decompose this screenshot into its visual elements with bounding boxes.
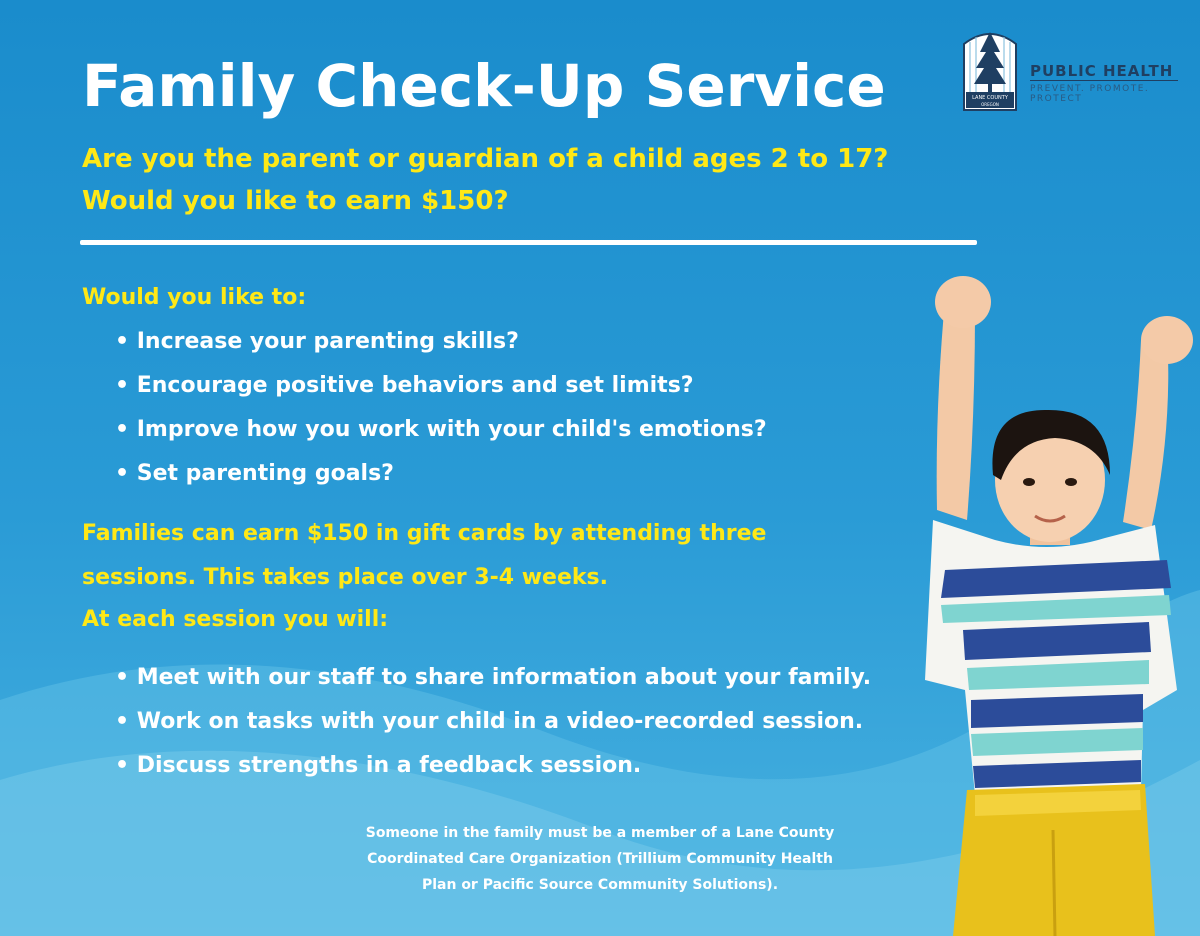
subtitle-line-2: Would you like to earn $150?	[82, 186, 509, 216]
list-item: • Meet with our staff to share information about your family.	[115, 656, 871, 700]
svg-text:OREGON: OREGON	[981, 102, 999, 107]
eligibility-line-1: Someone in the family must be a member of a Lane County	[365, 825, 835, 841]
list-item: • Increase your parenting skills?	[115, 320, 767, 364]
lane-county-public-health-logo	[960, 22, 1190, 122]
eligibility-note	[300, 820, 900, 898]
list-item: • Set parenting goals?	[115, 452, 767, 496]
divider	[80, 240, 977, 245]
logo-tagline: PREVENT. PROMOTE. PROTECT	[1030, 84, 1150, 104]
subtitle-line-1: Are you the parent or guardian of a child ages 2 to 17?	[82, 144, 889, 174]
list-item: • Improve how you work with your child's emotions?	[115, 408, 767, 452]
tree-seal-icon	[960, 22, 1020, 114]
session-list	[115, 656, 871, 788]
earn-line-1: Families can earn $150 in gift cards by attending three	[82, 521, 767, 546]
list-item: • Work on tasks with your child in a video-recorded session.	[115, 700, 871, 744]
earn-line-3: At each session you will:	[82, 607, 389, 632]
child-photo	[905, 270, 1200, 936]
logo-name: PUBLIC HEALTH	[1030, 62, 1174, 80]
svg-text:LANE COUNTY: LANE COUNTY	[972, 95, 1008, 101]
list-item: • Discuss strengths in a feedback session.	[115, 744, 871, 788]
list-item: • Encourage positive behaviors and set limits?	[115, 364, 767, 408]
earn-line-2: sessions. This takes place over 3-4 weeks.	[82, 565, 608, 590]
question-intro: Would you like to:	[82, 285, 307, 310]
logo-rule	[1030, 80, 1178, 81]
page-title: Family Check-Up Service	[82, 52, 886, 120]
eligibility-line-3: Plan or Pacific Source Community Solutions).	[421, 877, 779, 893]
eligibility-line-2: Coordinated Care Organization (Trillium Community Health	[367, 851, 833, 867]
goals-list	[115, 320, 767, 496]
